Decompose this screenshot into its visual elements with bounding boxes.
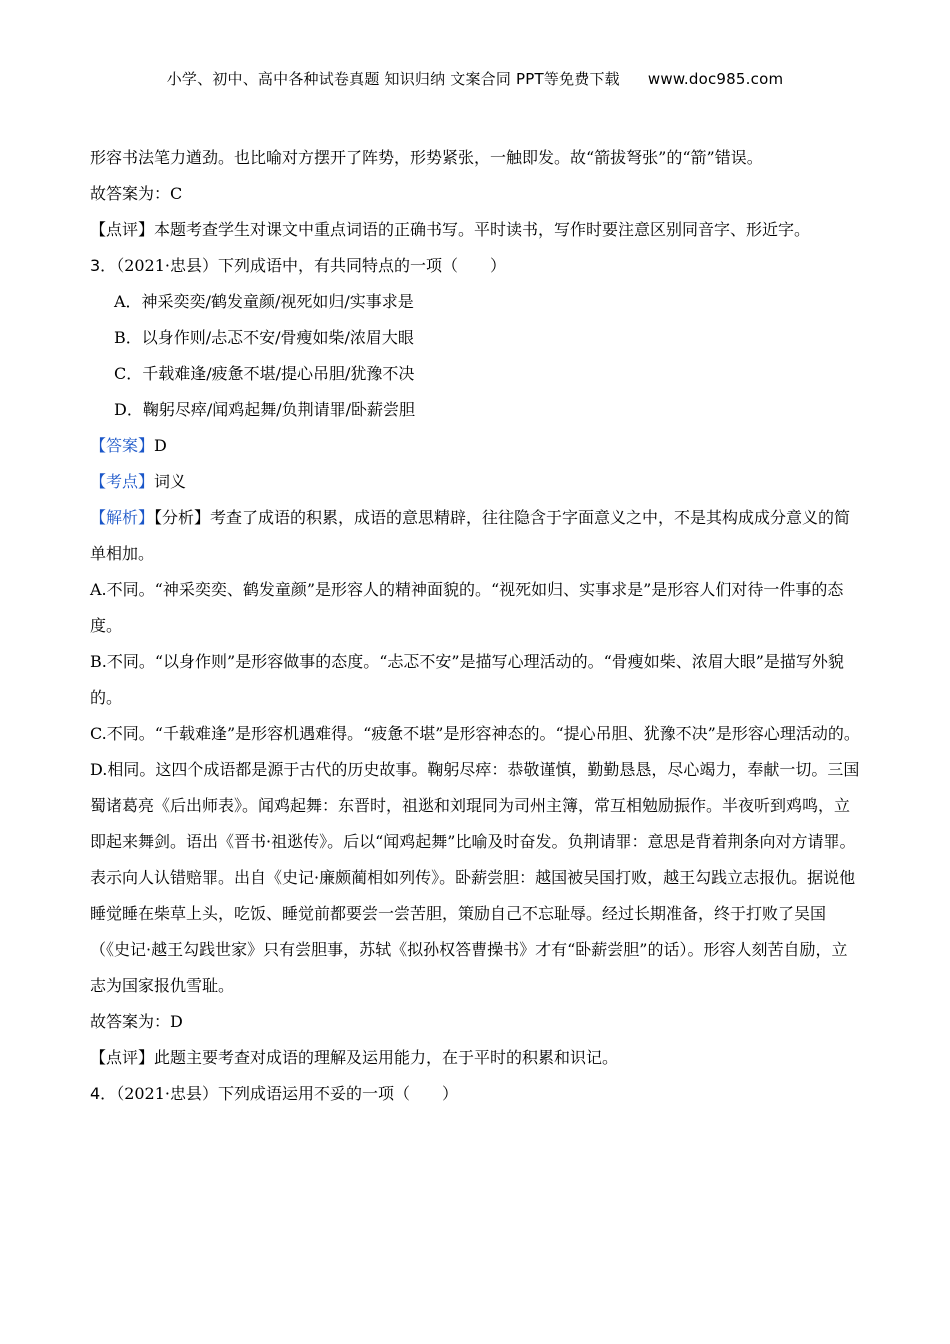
q3-analysis-d: D.相同。这四个成语都是源于古代的历史故事。鞠躬尽瘁：恭敬谨慎，勤勤恳恳，尽心竭力，奉献一切。三国蜀诸葛亮《后出师表》。闻鸡起舞：东晋时，祖逖和刘琨同为司州主簿，常互相勉励振作。半夜听到鸡鸣，立即起来舞剑。语出《晋书·祖逖传》。后以“闻鸡起舞”比喻及时奋发。负荆请罪：意思是背着荆条向对方请罪。表示向人认错赔罪。出自《史记·廉颇蔺相如列传》。卧薪尝胆：越国被吴国打败，越王勾践立志报仇。据说他睡觉睡在柴草上头，吃饭、睡觉前都要尝一尝苦胆，策励自己不忘耻辱。经过长期准备，终于打败了吴国（《史记·越王勾践世家》只有尝胆事，苏轼《拟孙权答曹操书》才有“卧薪尝胆”的话）。形容人刻苦自励，立志为国家报仇雪耻。 — [90, 760, 860, 995]
q2-answer: 故答案为：C — [90, 184, 183, 203]
document-body — [90, 140, 860, 1112]
q3-comment — [90, 1040, 860, 1076]
q3-stem: （2021·忠县）下列成语中，有共同特点的一项（ ） — [116, 256, 506, 275]
q2-explanation-tail: 形容书法笔力遒劲。也比喻对方摆开了阵势，形势紧张，一触即发。故“箭拔弩张”的“箭”错误。 — [90, 148, 763, 167]
q3-analysis-intro-text: 【分析】考查了成语的积累，成语的意思精辟，往往隐含于字面意义之中，不是其构成成分意义的简单相加。 — [90, 508, 851, 563]
q3-option-a: A．神采奕奕/鹤发童颜/视死如归/实事求是 — [114, 292, 414, 311]
q4-number: 4． — [90, 1084, 117, 1103]
q3-question — [90, 248, 860, 284]
q3-number: 3． — [90, 256, 117, 275]
q3-final-answer: 故答案为：D — [90, 1012, 183, 1031]
q3-answer — [90, 428, 860, 464]
q4-stem: （2021·忠县）下列成语运用不妥的一项（ ） — [116, 1084, 458, 1103]
q4-question — [90, 1076, 860, 1112]
q3-analysis-tag: 【解析】 — [90, 508, 155, 527]
q3-option-d: D．鞠躬尽瘁/闻鸡起舞/负荆请罪/卧薪尝胆 — [114, 400, 416, 419]
q3-comment-tag: 【点评】 — [90, 1048, 155, 1067]
q3-point-tag: 【考点】 — [90, 472, 155, 491]
q3-analysis-c: C.不同。“千载难逢”是形容机遇难得。“疲惫不堪”是形容神态的。“提心吊胆、犹豫不决”是形容心理活动的。 — [90, 724, 860, 743]
q3-comment-text: 此题主要考查对成语的理解及运用能力，在于平时的积累和识记。 — [154, 1048, 619, 1067]
page-header — [0, 68, 950, 89]
header-text: 小学、初中、高中各种试卷真题 知识归纳 文案合同 PPT等免费下载 — [166, 70, 620, 88]
q3-option-b: B．以身作则/忐忑不安/骨瘦如柴/浓眉大眼 — [114, 328, 414, 347]
q3-analysis-b: B.不同。“以身作则”是形容做事的态度。“忐忑不安”是描写心理活动的。“骨瘦如柴、浓眉大眼”是描写外貌的。 — [90, 652, 844, 707]
q2-comment-tag: 【点评】 — [90, 220, 155, 239]
q3-point — [90, 464, 860, 500]
q3-answer-value: D — [154, 436, 167, 455]
q3-option-c: C．千载难逢/疲惫不堪/提心吊胆/犹豫不决 — [114, 364, 415, 383]
q2-comment-text: 本题考查学生对课文中重点词语的正确书写。平时读书，写作时要注意区别同音字、形近字。 — [154, 220, 811, 239]
q3-analysis-a: A.不同。“神采奕奕、鹤发童颜”是形容人的精神面貌的。“视死如归、实事求是”是形容人们对待一件事的态度。 — [90, 580, 844, 635]
q2-comment — [90, 212, 860, 248]
q3-answer-tag: 【答案】 — [90, 436, 155, 455]
header-site-url[interactable]: www.doc985.com — [647, 70, 784, 88]
q3-point-value: 词义 — [154, 472, 187, 491]
q3-analysis-intro — [90, 500, 860, 572]
